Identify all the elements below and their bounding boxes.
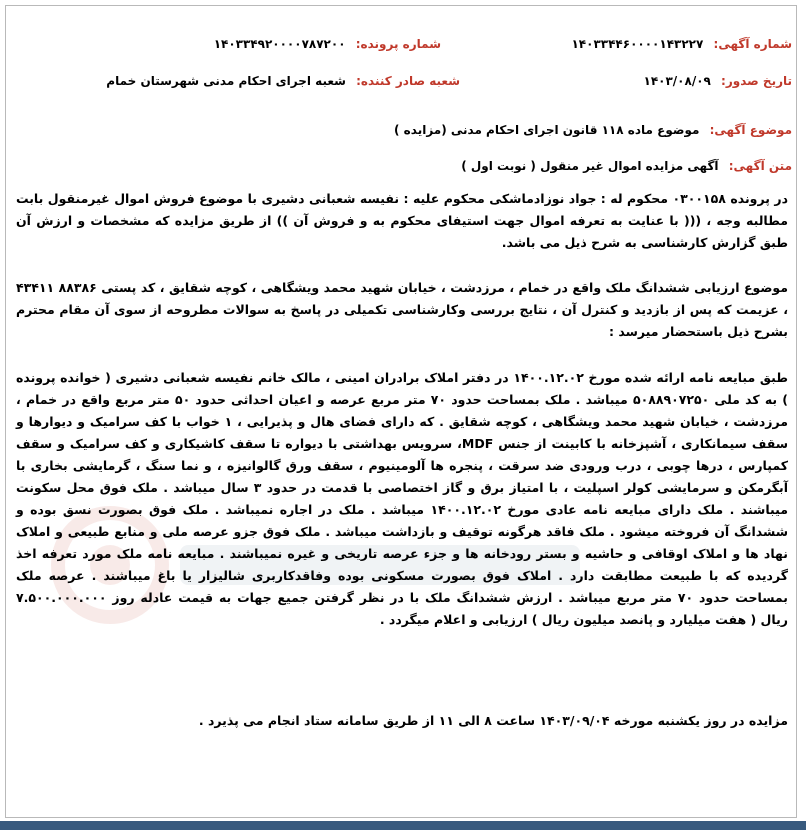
ad-number xyxy=(571,36,792,52)
subject-label: موضوع آگهی: xyxy=(709,123,792,137)
issuer-label: شعبه صادر کننده: xyxy=(356,74,460,88)
issue-date-value: ۱۴۰۳/۰۸/۰۹ xyxy=(643,74,711,88)
ad-text-label: متن آگهی: xyxy=(728,159,792,173)
case-number xyxy=(214,36,441,52)
issuer-value: شعبه اجرای احکام مدنی شهرستان خمام xyxy=(106,74,346,88)
ad-number-value: ۱۴۰۳۳۴۴۶۰۰۰۰۱۴۳۲۲۷ xyxy=(571,37,704,51)
subject-value: موضوع ماده ۱۱۸ قانون اجرای احکام مدنی (مزایده ) xyxy=(394,123,700,137)
ad-text xyxy=(461,158,792,174)
body-paragraph-4: مزایده در روز یکشنبه مورخه ۱۴۰۳/۰۹/۰۴ ساعت ۸ الی ۱۱ از طریق سامانه ستاد انجام می پذیرد . xyxy=(198,713,788,728)
ad-text-value: آگهی مزایده اموال غیر منقول ( نوبت اول ) xyxy=(461,159,719,173)
case-number-value: ۱۴۰۳۳۴۹۲۰۰۰۰۷۸۷۲۰۰ xyxy=(213,37,346,51)
issue-date xyxy=(644,73,793,89)
issuer xyxy=(106,73,460,89)
ad-number-label: شماره آگهی: xyxy=(713,37,792,51)
body-paragraph-3: طبق مبایعه نامه ارائه شده مورخ ۱۴۰۰.۱۲.۰۲ در دفتر املاک برادران امینی ، مالک خانم نفیسه شعبانی دشیری ( خوانده پرونده ) به کد ملی ۵۰۸۸۹۰۷۲۵۰ میباشد . ملک بمساحت حدود ۷۰ متر مربع عرصه و اعیان احداثی حدود ۵۰ متر مربع واقع در خمام ، مرزدشت ، خیابان شهید محمد ویشگاهی ، کوچه شقایق . که دارای فضای هال و پذیرایی ، ۱ خواب با کف سرامیک و دیوارها و سقف سیمانکاری ، آشپزخانه با کابینت از جنس MDF، سرویس بهداشتی با دیواره تا سقف کاشیکاری و کف سرامیک و سقف کمپارس ، درها چوبی ، درب ورودی ضد سرقت ، پنجره ها آلومینیوم ، سقف ورق گالوانیزه ، و نما سنگ ، گرمایشی بخاری با آبگرمکن و سرمایشی کولر اسپلیت ، با امتیاز برق و گاز اختصاصی با قدمت در حدود ۳ سال میباشد . ملک فوق محل سکونت میباشند . ملک دارای مبایعه نامه عادی مورخ ۱۴۰۰.۱۲.۰۲ میباشد . ملک در اجاره نمیباشد . ملک فوق بصورت نسق بوده و ششدانگ آن فروخته میشود . ملک فاقد هرگونه توقیف و بازداشت میباشد . ملک فوق جزو عرصه ملی و منابع طبیعی و املاک نهاد ها و املاک اوقافی و حاشیه و بستر رودخانه ها و جزء عرصه تاریخی و غیره نمیباشند . مبایعه نامه ملک مورد تعرفه اخذ گردیده که با طبیعت مطابقت دارد . املاک فوق بصورت مسکونی بوده وفاقدکاربری شالیزار یا باغ میباشند . عرصه ملک بمساحت حدود ۷۰ متر مربع میباشد . ارزش ششدانگ ملک با در نظر گرفتن جمیع جهات به قیمت عادله روز ۷.۵۰۰.۰۰۰.۰۰۰ ریال ( هفت میلیارد و پانصد میلیون ریال ) ارزیابی و اعلام میگردد . xyxy=(16,370,789,627)
case-number-label: شماره پرونده: xyxy=(355,37,441,51)
body-paragraph-1: در پرونده ۰۳۰۰۱۵۸ محکوم له : جواد نوزادماشکی محکوم علیه : نفیسه شعبانی دشیری با موضوع فروش اموال غیرمنقول بابت مطالبه وجه ، ((( با عنایت به تعرفه اموال جهت استیفای محکوم به و فروش آن )) از طریق مزایده که مشخصات و ارزش آن طبق گزارش کارشناسی به شرح ذیل می باشد. xyxy=(16,191,788,250)
subject xyxy=(394,122,792,138)
body-paragraph-2: موضوع ارزیابی ششدانگ ملک واقع در خمام ، مرزدشت ، خیابان شهید محمد ویشگاهی ، کوچه شقایق ، کد پستی ۸۸۳۸۶ ۴۳۴۱۱ ، عزیمت که پس از بازدید و کنترل آن ، نتایج بررسی وکارشناسی تکمیلی در پاسخ به سوالات مطروحه از سوی آن مقام محترم بشرح ذیل باستحضار میرسد : xyxy=(16,280,788,339)
issue-date-label: تاریخ صدور: xyxy=(721,74,792,88)
bottom-bar xyxy=(0,821,806,830)
